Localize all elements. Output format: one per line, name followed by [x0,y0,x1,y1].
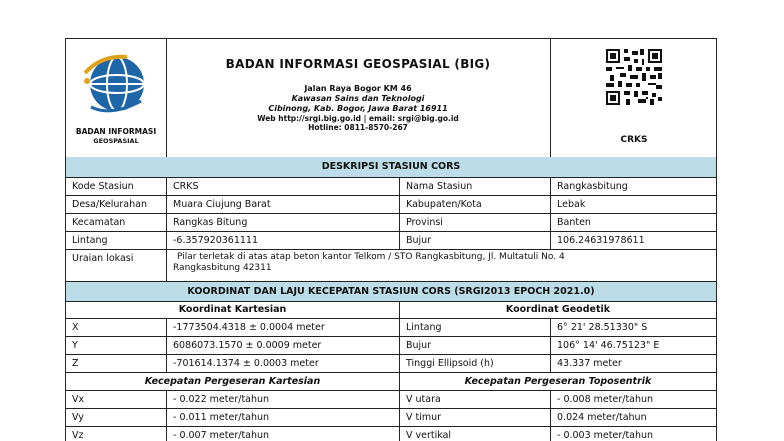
location-label: Uraian lokasi [72,253,134,264]
velocity-label-right: V timur [399,409,550,426]
coord-value-right: 43.337 meter [550,355,716,372]
address-line-1: Jalan Raya Bogor KM 46 [304,84,412,93]
station-value-right: Rangkasbitung [550,178,716,195]
station-row [66,214,716,232]
address-line-3: Cibinong, Kab. Bogor, Jawa Barat 16911 [268,104,448,113]
velocity-row [66,391,716,409]
coord-value-right: 106° 14' 46.75123" E [550,337,716,354]
cartesian-header: Koordinat Kartesian [178,304,287,315]
organization-address [166,84,550,114]
location-description [166,250,716,281]
velocity-label-left: Vz [72,430,84,441]
station-value-left: Rangkas Bitung [166,214,399,231]
station-row [66,178,716,196]
velocity-label-right: V utara [399,391,550,408]
qr-block [550,39,717,157]
coord-row [66,337,716,355]
velocity-label-right: V vertikal [399,427,550,441]
header-organization [166,39,550,157]
velocity-subheader-row [66,373,716,391]
coord-label-right: Bujur [399,337,550,354]
coords-section-title: KOORDINAT DAN LAJU KECEPATAN STASIUN CORS (SRGI2013 EPOCH 2021.0) [66,282,716,302]
velocity-value-left: - 0.007 meter/tahun [166,427,399,441]
qr-code-icon [606,49,662,105]
coord-value-right: 6° 21' 28.51330" S [550,319,716,336]
geodetic-header: Koordinat Geodetik [399,302,716,318]
location-row [66,250,716,282]
coord-label-left: Y [72,340,78,351]
velocity-value-right: - 0.003 meter/tahun [550,427,716,441]
web-email-line: Web http://srgi.big.go.id | email: srgi@big.go.id [257,114,459,123]
location-line-2: Rangkasbitung 42311 [173,263,272,273]
big-globe-logo-icon [81,51,151,117]
address-line-2: Kawasan Sains dan Teknologi [291,94,425,103]
coord-label-left: X [72,322,79,333]
velocity-cartesian-header: Kecepatan Pergeseran Kartesian [144,376,321,387]
station-label-left: Kode Stasiun [72,181,134,192]
velocity-toposentric-header: Kecepatan Pergeseran Toposentrik [399,373,716,390]
station-label-right: Provinsi [399,214,550,231]
station-section-title: DESKRIPSI STASIUN CORS [66,157,716,178]
coord-row [66,355,716,373]
station-value-right: 106.24631978611 [550,232,716,249]
station-label-right: Bujur [399,232,550,249]
coord-label-right: Tinggi Ellipsoid (h) [399,355,550,372]
hotline-line: Hotline: 0811-8570-267 [308,123,408,132]
location-line-1: Pilar terletak di atas atap beton kantor Telkom / STO Rangkasbitung, Jl. Multatuli No. 4 [177,252,565,262]
station-value-right: Banten [550,214,716,231]
station-label-left: Desa/Kelurahan [72,199,147,210]
station-label-left: Lintang [72,235,108,246]
cors-description-sheet [65,38,717,441]
velocity-row [66,427,716,441]
coord-value-left: -1773504.4318 ± 0.0004 meter [166,319,399,336]
station-value-left: Muara Ciujung Barat [166,196,399,213]
qr-caption: CRKS [620,135,648,145]
velocity-value-right: - 0.008 meter/tahun [550,391,716,408]
big-logo-block [66,39,167,157]
document-header [66,39,716,158]
velocity-label-left: Vx [72,394,85,405]
station-label-left: Kecamatan [72,217,126,228]
coord-label-right: Lintang [399,319,550,336]
velocity-row [66,409,716,427]
station-value-left: -6.357920361111 [166,232,399,249]
coord-row [66,319,716,337]
logo-text-line-1: BADAN INFORMASI [75,127,157,136]
coord-value-left: -701614.1374 ± 0.0003 meter [166,355,399,372]
station-value-right: Lebak [550,196,716,213]
coords-subheader-row [66,302,716,319]
station-value-left: CRKS [166,178,399,195]
coord-value-left: 6086073.1570 ± 0.0009 meter [166,337,399,354]
velocity-value-left: - 0.022 meter/tahun [166,391,399,408]
coord-label-left: Z [72,358,79,369]
organization-name: BADAN INFORMASI GEOSPASIAL (BIG) [225,57,491,71]
station-row [66,232,716,250]
station-label-right: Nama Stasiun [399,178,550,195]
velocity-value-left: - 0.011 meter/tahun [166,409,399,426]
station-label-right: Kabupaten/Kota [399,196,550,213]
velocity-label-left: Vy [72,412,84,423]
station-row [66,196,716,214]
logo-text-line-2: GEOSPASIAL [93,137,139,145]
velocity-value-right: 0.024 meter/tahun [550,409,716,426]
